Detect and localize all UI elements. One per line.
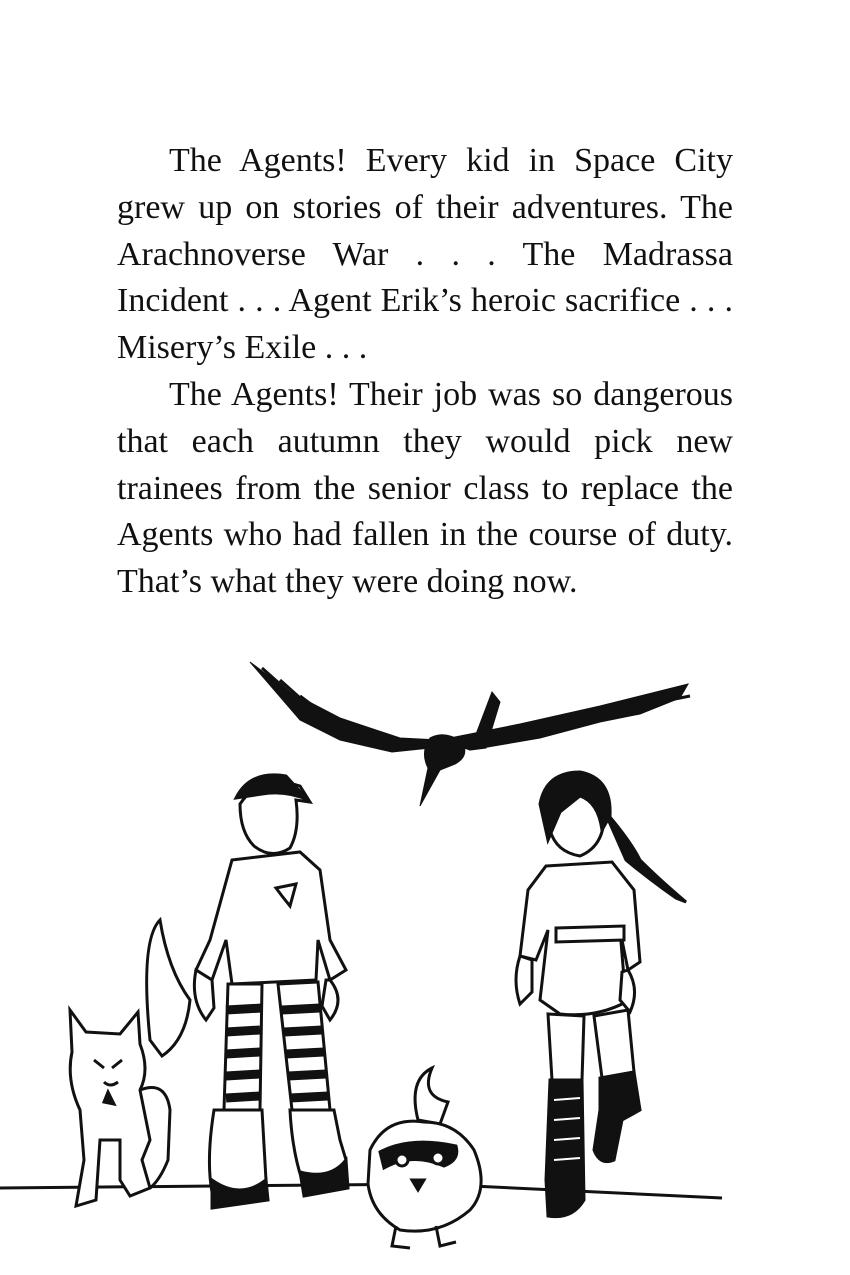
ground-line <box>0 1184 722 1198</box>
striped-legs <box>224 982 330 1110</box>
paragraph-1: The Agents! Every kid in Space City grew up on stories of their adventures. The Arachnoverse War . . . The Madrassa Incident . . . Agent Erik’s heroic sacrifice . . . Misery’s Exile . . . <box>117 142 733 367</box>
girl-trainee-figure <box>516 772 686 1217</box>
illustration <box>0 640 850 1275</box>
wolf-dog-figure <box>70 920 190 1206</box>
raccoon-figure <box>368 1068 481 1248</box>
boy-trainee-figure <box>194 775 348 1208</box>
ink-illustration <box>0 640 850 1275</box>
paragraph-2: The Agents! Their job was so dangerous that each autumn they would pick new trainees from the senior class to replace the Agents who had fallen in the course of duty. That’s what they were doing now. <box>117 375 733 601</box>
story-text <box>117 138 733 606</box>
bird-figure <box>250 662 690 806</box>
